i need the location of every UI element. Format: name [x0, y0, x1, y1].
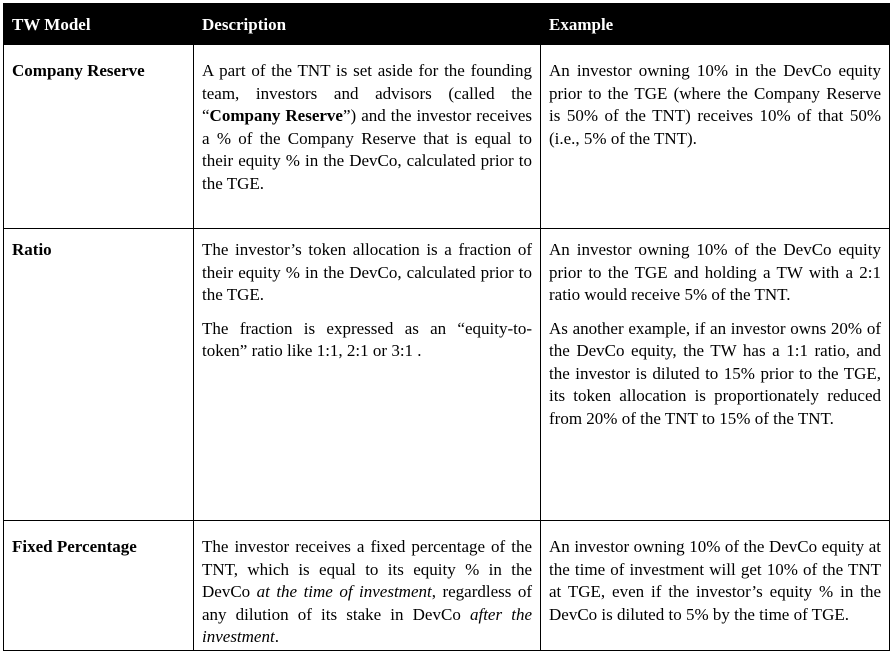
model-name: Fixed Percentage — [12, 537, 137, 556]
table-row-company-reserve — [4, 45, 890, 229]
description-text: ”) and the investor receives a % of the Company Reserve that is equal to their equity % in the DevCo, calculated prior to the TGE. — [202, 106, 532, 193]
description-text: . — [274, 627, 279, 646]
description-paragraph — [202, 60, 532, 195]
table-header — [4, 4, 890, 45]
example-cell — [541, 229, 890, 521]
description-italic-phrase: after the investment — [202, 604, 532, 646]
description-cell — [194, 521, 541, 651]
description-text: A part of the TNT is set aside for the founding team, investors and advisors (called the “ — [202, 61, 532, 125]
description-italic-phrase: at the time of investment — [256, 582, 432, 601]
model-name: Company Reserve — [12, 61, 145, 80]
example-paragraph: An investor owning 10% of the DevCo equity at the time of investment will get 10% of the TNT at TGE, even if the investor’s equity % in the DevCo is diluted to 5% by the time of TGE. — [549, 537, 881, 624]
example-paragraph: As another example, if an investor owns 20% of the DevCo equity, the TW has a 1:1 ratio, and the investor is diluted to 15% prior to the TGE, its token allocation is proportionately reduced from 20% of the TNT to 15% of the TNT. — [549, 318, 881, 428]
model-cell — [4, 229, 194, 521]
model-cell — [4, 521, 194, 651]
table-row-fixed-percentage — [4, 521, 890, 651]
description-paragraph: The fraction is expressed as an “equity-to-token” ratio like 1:1, 2:1 or 3:1 . — [202, 318, 532, 360]
header-row — [4, 4, 890, 45]
model-name: Ratio — [12, 240, 52, 259]
example-paragraph: An investor owning 10% in the DevCo equity prior to the TGE (where the Company Reserve is 50% of the TNT) receives 10% of that 50% (i.e., 5% of the TNT). — [549, 61, 881, 148]
description-text: The investor receives a fixed percentage of the TNT, which is equal to its equity % in the DevCo — [202, 537, 532, 601]
example-cell — [541, 521, 890, 651]
tw-model-table — [3, 3, 890, 651]
description-cell — [194, 45, 541, 229]
example-paragraph: An investor owning 10% of the DevCo equity prior to the TGE and holding a TW with a 2:1 ratio would receive 5% of the TNT. — [549, 240, 881, 304]
example-cell — [541, 45, 890, 229]
header-example: Example — [541, 4, 890, 45]
header-description: Description — [194, 4, 541, 45]
description-paragraph — [202, 536, 532, 649]
description-text: , regardless of any dilution of its stake in DevCo — [202, 582, 532, 624]
description-bold-term: Company Reserve — [209, 106, 343, 125]
header-tw-model: TW Model — [4, 4, 194, 45]
description-cell — [194, 229, 541, 521]
table-row-ratio — [4, 229, 890, 521]
model-cell — [4, 45, 194, 229]
description-paragraph: The investor’s token allocation is a fraction of their equity % in the DevCo, calculated prior to the TGE. — [202, 240, 532, 304]
